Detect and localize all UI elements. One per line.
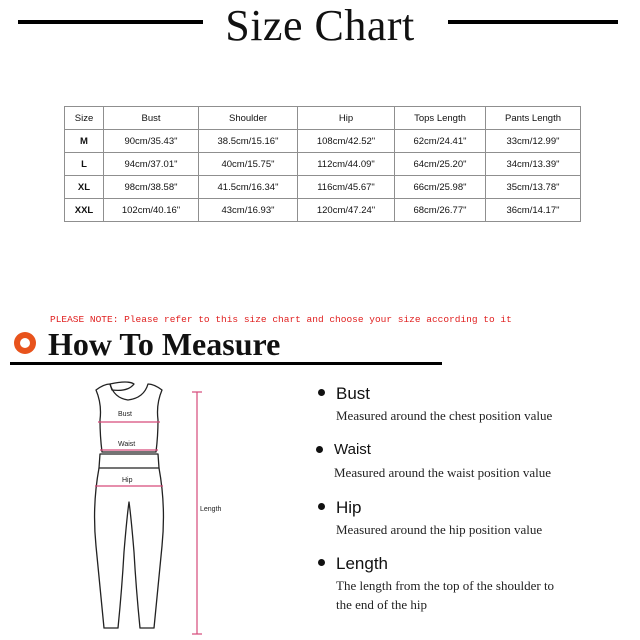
table-cell: 120cm/47.24" — [298, 199, 395, 222]
waistband-outline — [99, 454, 159, 468]
table-header-row — [65, 107, 581, 130]
how-to-measure-header — [14, 326, 444, 366]
table-row — [65, 153, 581, 176]
table-cell: XXL — [65, 199, 104, 222]
title-banner — [0, 0, 640, 50]
measure-item-title: Length — [336, 554, 388, 573]
table-cell: 94cm/37.01" — [104, 153, 199, 176]
table-cell: 66cm/25.98" — [395, 176, 486, 199]
table-cell: 62cm/24.41" — [395, 130, 486, 153]
figure-label-waist: Waist — [118, 441, 136, 448]
leggings-outline — [95, 468, 164, 628]
measure-item-description: Measured around the chest position value — [336, 408, 553, 423]
measure-item-description: Measured around the waist position value — [334, 465, 551, 480]
measure-item-description: Measured around the hip position value — [336, 522, 543, 537]
figure-label-length: Length — [200, 506, 222, 513]
title-rule-right — [448, 20, 618, 24]
page-title: Size Chart — [225, 1, 415, 50]
column-header-pants-length: Pants Length — [486, 107, 581, 130]
column-header-bust: Bust — [104, 107, 199, 130]
tank-top-outline — [110, 382, 134, 390]
table-cell: 98cm/38.58" — [104, 176, 199, 199]
bullet-dot-icon — [316, 446, 323, 453]
bullet-dot-icon — [318, 503, 325, 510]
measure-item-title: Waist — [334, 441, 371, 458]
table-cell: 116cm/45.67" — [298, 176, 395, 199]
body-measurement-figure — [70, 376, 230, 640]
column-header-tops-length: Tops Length — [395, 107, 486, 130]
table-row — [65, 130, 581, 153]
table-cell: 64cm/25.20" — [395, 153, 486, 176]
table-cell: M — [65, 130, 104, 153]
table-cell: 112cm/44.09" — [298, 153, 395, 176]
table-row — [65, 199, 581, 222]
table-cell: 33cm/12.99" — [486, 130, 581, 153]
measure-item-title: Hip — [336, 498, 362, 517]
bullet-dot-icon — [318, 559, 325, 566]
table-cell: 43cm/16.93" — [199, 199, 298, 222]
column-header-hip: Hip — [298, 107, 395, 130]
measure-item-title: Bust — [336, 384, 371, 403]
figure-label-bust: Bust — [118, 411, 133, 418]
table-cell: 40cm/15.75" — [199, 153, 298, 176]
table-cell: 108cm/42.52" — [298, 130, 395, 153]
table-cell: 38.5cm/15.16" — [199, 130, 298, 153]
table-cell: 102cm/40.16" — [104, 199, 199, 222]
circle-bullet-icon — [14, 332, 36, 354]
size-table — [64, 106, 581, 222]
size-note: PLEASE NOTE: Please refer to this size chart and choose your size according to it — [50, 314, 512, 325]
table-cell: XL — [65, 176, 104, 199]
section-divider — [10, 362, 442, 365]
how-to-measure-title: How To Measure — [48, 326, 281, 362]
table-cell: 68cm/26.77" — [395, 199, 486, 222]
column-header-shoulder: Shoulder — [199, 107, 298, 130]
column-header-size: Size — [65, 107, 104, 130]
table-row — [65, 176, 581, 199]
table-cell: 90cm/35.43" — [104, 130, 199, 153]
table-cell: 41.5cm/16.34" — [199, 176, 298, 199]
table-cell: L — [65, 153, 104, 176]
measure-item-description-line: the end of the hip — [336, 597, 427, 612]
table-cell: 34cm/13.39" — [486, 153, 581, 176]
figure-label-hip: Hip — [122, 477, 133, 484]
bullet-dot-icon — [318, 389, 325, 396]
table-cell: 35cm/13.78" — [486, 176, 581, 199]
measure-item-description — [336, 576, 554, 614]
table-cell: 36cm/14.17" — [486, 199, 581, 222]
measure-item-description-line: The length from the top of the shoulder to — [336, 578, 555, 593]
